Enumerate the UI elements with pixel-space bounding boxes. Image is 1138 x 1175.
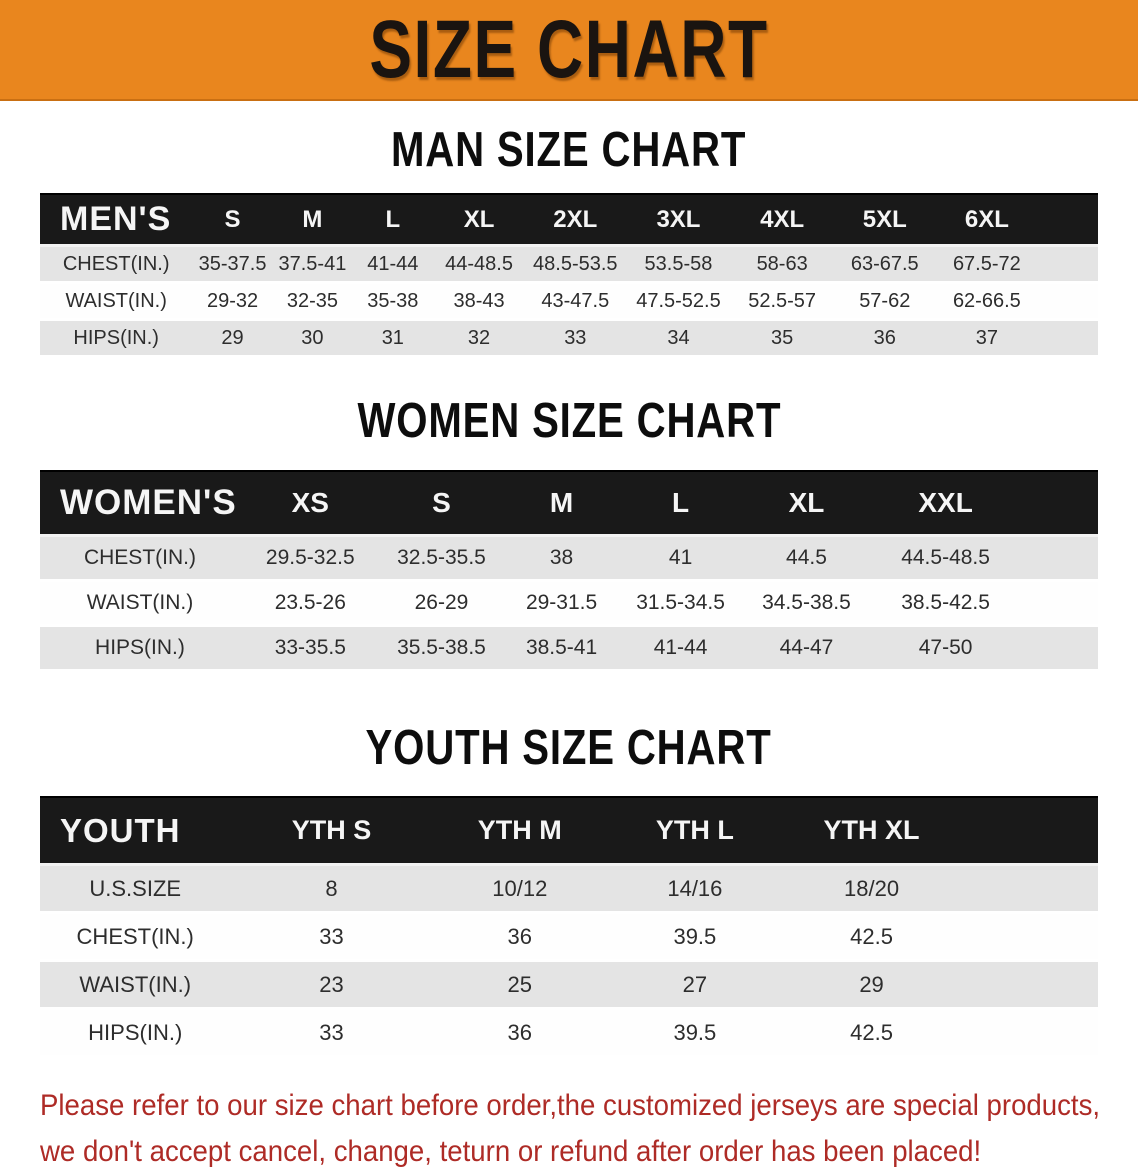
size-value: 42.5 bbox=[783, 1009, 961, 1057]
header-spacer bbox=[960, 797, 1098, 865]
size-value: 31.5-34.5 bbox=[621, 581, 741, 626]
size-value: 26-29 bbox=[381, 581, 503, 626]
size-value: 33 bbox=[230, 1009, 432, 1057]
table-row bbox=[40, 1009, 1098, 1057]
header-spacer bbox=[1019, 471, 1098, 536]
size-value: 23.5-26 bbox=[240, 581, 381, 626]
size-value: 18/20 bbox=[783, 865, 961, 913]
man-size-chart-heading-text: MAN SIZE CHART bbox=[391, 123, 747, 177]
size-value: 8 bbox=[230, 865, 432, 913]
size-value: 33 bbox=[230, 913, 432, 961]
size-value: 32 bbox=[434, 320, 525, 357]
row-label: CHEST(IN.) bbox=[40, 246, 192, 283]
size-value: 34.5-38.5 bbox=[740, 581, 872, 626]
size-value: 38-43 bbox=[434, 283, 525, 320]
youth-size-chart-heading bbox=[0, 722, 1138, 775]
table-row bbox=[40, 913, 1098, 961]
size-value: 44.5-48.5 bbox=[873, 536, 1019, 581]
size-chart-banner bbox=[0, 0, 1138, 101]
size-column-header: 5XL bbox=[833, 194, 936, 246]
size-value: 63-67.5 bbox=[833, 246, 936, 283]
size-value: 10/12 bbox=[433, 865, 608, 913]
table-row bbox=[40, 961, 1098, 1009]
youth-table-label: YOUTH bbox=[40, 797, 230, 865]
row-spacer bbox=[960, 913, 1098, 961]
row-label: U.S.SIZE bbox=[40, 865, 230, 913]
size-value: 44.5 bbox=[740, 536, 872, 581]
size-value: 53.5-58 bbox=[626, 246, 731, 283]
header-spacer bbox=[1038, 194, 1098, 246]
size-value: 44-47 bbox=[740, 626, 872, 671]
size-column-header: S bbox=[192, 194, 272, 246]
size-column-header: XL bbox=[740, 471, 872, 536]
table-row bbox=[40, 865, 1098, 913]
size-value: 39.5 bbox=[607, 1009, 783, 1057]
row-label: HIPS(IN.) bbox=[40, 626, 240, 671]
size-value: 52.5-57 bbox=[731, 283, 834, 320]
size-column-header: L bbox=[621, 471, 741, 536]
size-value: 33 bbox=[525, 320, 627, 357]
size-value: 29-32 bbox=[192, 283, 272, 320]
men-table-label: MEN'S bbox=[40, 194, 192, 246]
size-value: 36 bbox=[833, 320, 936, 357]
man-size-chart-heading bbox=[0, 124, 1138, 177]
size-column-header: YTH M bbox=[433, 797, 608, 865]
size-value: 58-63 bbox=[731, 246, 834, 283]
size-column-header: 4XL bbox=[731, 194, 834, 246]
size-value: 35.5-38.5 bbox=[381, 626, 503, 671]
size-value: 34 bbox=[626, 320, 731, 357]
youth-size-table bbox=[40, 796, 1098, 1058]
youth-size-chart-heading-text: YOUTH SIZE CHART bbox=[365, 721, 773, 775]
size-value: 31 bbox=[352, 320, 433, 357]
size-value: 29.5-32.5 bbox=[240, 536, 381, 581]
size-value: 38.5-42.5 bbox=[873, 581, 1019, 626]
row-label: CHEST(IN.) bbox=[40, 913, 230, 961]
size-value: 36 bbox=[433, 1009, 608, 1057]
size-value: 23 bbox=[230, 961, 432, 1009]
row-label: WAIST(IN.) bbox=[40, 283, 192, 320]
size-value: 57-62 bbox=[833, 283, 936, 320]
men-header-row bbox=[40, 194, 1098, 246]
size-value: 38 bbox=[502, 536, 620, 581]
women-size-table bbox=[40, 470, 1098, 672]
size-value: 32-35 bbox=[273, 283, 352, 320]
size-column-header: XL bbox=[434, 194, 525, 246]
size-value: 29-31.5 bbox=[502, 581, 620, 626]
row-label: WAIST(IN.) bbox=[40, 581, 240, 626]
size-value: 33-35.5 bbox=[240, 626, 381, 671]
size-value: 32.5-35.5 bbox=[381, 536, 503, 581]
size-column-header: M bbox=[502, 471, 620, 536]
size-value: 29 bbox=[783, 961, 961, 1009]
row-spacer bbox=[1038, 320, 1098, 357]
row-label: HIPS(IN.) bbox=[40, 320, 192, 357]
size-value: 44-48.5 bbox=[434, 246, 525, 283]
size-column-header: M bbox=[273, 194, 352, 246]
row-spacer bbox=[1038, 246, 1098, 283]
table-row bbox=[40, 581, 1098, 626]
size-value: 35-38 bbox=[352, 283, 433, 320]
size-value: 35 bbox=[731, 320, 834, 357]
size-value: 41-44 bbox=[352, 246, 433, 283]
size-value: 41-44 bbox=[621, 626, 741, 671]
size-column-header: 3XL bbox=[626, 194, 731, 246]
size-value: 37 bbox=[936, 320, 1038, 357]
size-value: 25 bbox=[433, 961, 608, 1009]
size-column-header: 2XL bbox=[525, 194, 627, 246]
table-row bbox=[40, 246, 1098, 283]
row-label: WAIST(IN.) bbox=[40, 961, 230, 1009]
table-row bbox=[40, 283, 1098, 320]
size-value: 42.5 bbox=[783, 913, 961, 961]
women-header-row bbox=[40, 471, 1098, 536]
size-value: 29 bbox=[192, 320, 272, 357]
size-value: 62-66.5 bbox=[936, 283, 1038, 320]
size-value: 35-37.5 bbox=[192, 246, 272, 283]
size-column-header: XXL bbox=[873, 471, 1019, 536]
disclaimer-line-2: we don't accept cancel, change, teturn or refund after order has been placed! bbox=[40, 1135, 982, 1168]
row-spacer bbox=[960, 865, 1098, 913]
size-value: 41 bbox=[621, 536, 741, 581]
size-value: 67.5-72 bbox=[936, 246, 1038, 283]
row-spacer bbox=[1019, 626, 1098, 671]
women-size-chart-heading bbox=[0, 395, 1138, 448]
table-row bbox=[40, 626, 1098, 671]
disclaimer-line-1: Please refer to our size chart before order,the customized jerseys are special products, bbox=[40, 1089, 1101, 1122]
size-value: 37.5-41 bbox=[273, 246, 352, 283]
row-label: HIPS(IN.) bbox=[40, 1009, 230, 1057]
size-column-header: YTH S bbox=[230, 797, 432, 865]
size-value: 39.5 bbox=[607, 913, 783, 961]
women-size-chart-heading-text: WOMEN SIZE CHART bbox=[357, 394, 781, 448]
size-column-header: YTH L bbox=[607, 797, 783, 865]
women-table-label: WOMEN'S bbox=[40, 471, 240, 536]
row-spacer bbox=[1019, 581, 1098, 626]
size-value: 47-50 bbox=[873, 626, 1019, 671]
size-value: 48.5-53.5 bbox=[525, 246, 627, 283]
youth-header-row bbox=[40, 797, 1098, 865]
size-value: 14/16 bbox=[607, 865, 783, 913]
table-row bbox=[40, 536, 1098, 581]
row-spacer bbox=[960, 961, 1098, 1009]
men-size-table bbox=[40, 193, 1098, 358]
row-label: CHEST(IN.) bbox=[40, 536, 240, 581]
row-spacer bbox=[1019, 536, 1098, 581]
disclaimer-text bbox=[40, 1083, 1101, 1175]
size-column-header: S bbox=[381, 471, 503, 536]
row-spacer bbox=[1038, 283, 1098, 320]
row-spacer bbox=[960, 1009, 1098, 1057]
size-column-header: L bbox=[352, 194, 433, 246]
size-value: 38.5-41 bbox=[502, 626, 620, 671]
size-column-header: YTH XL bbox=[783, 797, 961, 865]
size-value: 47.5-52.5 bbox=[626, 283, 731, 320]
size-value: 30 bbox=[273, 320, 352, 357]
size-value: 43-47.5 bbox=[525, 283, 627, 320]
size-value: 36 bbox=[433, 913, 608, 961]
size-column-header: 6XL bbox=[936, 194, 1038, 246]
size-value: 27 bbox=[607, 961, 783, 1009]
size-column-header: XS bbox=[240, 471, 381, 536]
size-chart-title: SIZE CHART bbox=[369, 3, 769, 95]
table-row bbox=[40, 320, 1098, 357]
